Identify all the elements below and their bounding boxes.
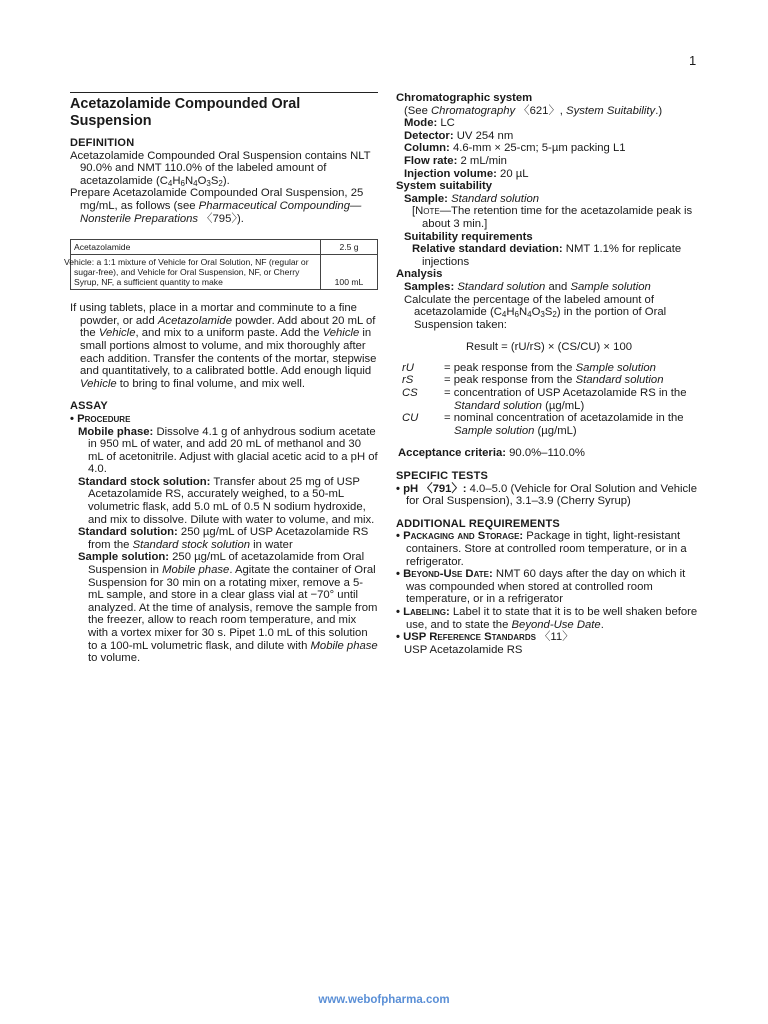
monograph-title: Acetazolamide Compounded Oral Suspension — [70, 92, 378, 130]
composition-table — [64, 239, 378, 290]
column: Column: 4.6-mm × 25-cm; 5-µm packing L1 — [404, 142, 626, 155]
definition-row: CS = concentration of USP Acetazolamide RS in the Standard solution (µg/mL) — [402, 387, 687, 412]
result-formula: Result = (rU/rS) × (CS/CU) × 100 — [465, 341, 633, 354]
definition-row: rU = peak response from the Sample solution — [402, 361, 656, 374]
page-number: 1 — [689, 53, 697, 68]
definition-row: rS = peak response from the Standard solution — [402, 374, 664, 387]
definition-paragraph-1: Acetazolamide Compounded Oral Suspension contains NLT 90.0% and NMT 110.0% of the labeled amount of acetazolamide $(C_4H_6N_4O_3S_2)$. — [70, 149, 371, 188]
ingredient-name: Vehicle: a 1:1 mixture of Vehicle for Oral Solution, NF (regular or sugar-free), and Vehicle for Oral Suspension, NF, or Cherry Syrup, NF, a sufficient quantity to make — [71, 255, 321, 290]
retention-note: [Note—The retention time for the acetazolamide peak is about 3 min.] — [412, 205, 693, 230]
variable-definitions — [402, 362, 702, 438]
analysis-heading: Analysis — [396, 268, 443, 281]
acceptance-criteria: Acceptance criteria: 90.0%–110.0% — [398, 447, 585, 460]
beyond-use-date: • Beyond-Use Date: NMT 60 days after the day on which it was compounded when stored at controlled room temperature, or in a refrigerator — [396, 568, 686, 606]
ingredient-name: Acetazolamide — [71, 240, 321, 255]
suitability-requirements-heading: Suitability requirements — [404, 230, 533, 243]
preparation-paragraph: If using tablets, place in a mortar and comminute to a fine powder, or add Acetazolamide powder. Add about 20 mL of the Vehicle, and mix to a uniform paste. Add the Vehicle in small portions almost to volume, and mix thoroughly after each addition. Transfer the contents of the mortar, stepwise and quantitatively, to a calibrated bottle. Add enough liquid Vehicle to bring to final volume, and mix well. — [70, 302, 377, 390]
labeling: • Labeling: Label it to state that it is to be well shaken before use, and to state the Beyond-Use Date. — [396, 605, 698, 631]
table-row — [71, 240, 378, 255]
suitability-sample: Sample: Standard solution — [404, 192, 540, 205]
mode: Mode: LC — [404, 117, 455, 130]
left-column — [64, 92, 378, 665]
chromatographic-system-heading: Chromatographic system — [396, 92, 533, 104]
calculation-instruction: Calculate the percentage of the labeled amount of acetazolamide $(C_4H_6N_4O_3S_2)$ in the portion of Oral Suspension taken: — [404, 293, 667, 331]
system-suitability-heading: System suitability — [396, 180, 493, 193]
footer-website-link[interactable]: www.webofpharma.com — [318, 994, 450, 1006]
chromatography-reference: (See Chromatography 〈621〉, System Suitability.) — [404, 104, 663, 117]
ingredient-amount: 2.5 g — [321, 240, 378, 255]
right-column — [396, 92, 702, 656]
assay-heading: ASSAY — [70, 400, 108, 413]
molecular-formula: $C_4H_6N_4O_3S_2$ — [493, 306, 557, 320]
packaging-and-storage: • Packaging and Storage: Package in tight, light-resistant containers. Store at controlled room temperature, or in a refrigerator. — [396, 530, 687, 568]
additional-requirements-heading: ADDITIONAL REQUIREMENTS — [396, 517, 560, 530]
specific-tests-heading: SPECIFIC TESTS — [396, 470, 489, 483]
relative-standard-deviation: Relative standard deviation: NMT 1.1% for replicate injections — [412, 243, 682, 268]
definition-paragraph-2: Prepare Acetazolamide Compounded Oral Suspension, 25 mg/mL, as follows (see Pharmaceutical Compounding—Nonsterile Preparations 〈795〉). — [70, 187, 364, 225]
definition-heading: DEFINITION — [70, 137, 135, 149]
definition-row: CU = nominal concentration of acetazolamide in the Sample solution (µg/mL) — [402, 412, 684, 437]
table-row — [71, 255, 378, 290]
flow-rate: Flow rate: 2 mL/min — [404, 154, 507, 167]
usp-reference-standards: • USP Reference Standards 〈11〉 — [396, 631, 574, 644]
ph-test: • pH 〈791〉: 4.0–5.0 (Vehicle for Oral Solution and Vehicle for Oral Suspension), 3.1–3.9 (Cherry Syrup) — [396, 482, 697, 508]
mobile-phase: Mobile phase: Dissolve 4.1 g of anhydrous sodium acetate in 950 mL of water, and add 20 mL of methanol and 30 mL of acetonitrile. Adjust with glacial acetic acid to a pH of 4.0. — [78, 425, 378, 476]
standard-solution: Standard solution: 250 µg/mL of USP Acetazolamide RS from the Standard stock solution in water — [78, 526, 369, 551]
detector: Detector: UV 254 nm — [404, 129, 514, 142]
usp-reference-standard-item: USP Acetazolamide RS — [404, 643, 523, 656]
molecular-formula: $C_4H_6N_4O_3S_2$ — [159, 174, 223, 188]
standard-stock-solution: Standard stock solution: Transfer about 25 mg of USP Acetazolamide RS, accurately weighed, to a 50-mL volumetric flask, add 5.0 mL of 0.5 N sodium hydroxide, and mix to dissolve. Dilute with water to volume, and mix. — [78, 475, 375, 526]
procedure-heading: • Procedure — [70, 412, 131, 425]
analysis-samples: Samples: Standard solution and Sample solution — [404, 280, 651, 293]
sample-solution: Sample solution: 250 µg/mL of acetazolamide from Oral Suspension in Mobile phase. Agitate the container of Oral Suspension for 30 min on a rotating mixer, remove a 5-mL sample, and store in a clear glass vial at −70° until analyzed. At the time of analysis, remove the sample from the freezer, allow to reach room temperature, and mix with a vortex mixer for 30 s. Pipet 1.0 mL of this solution to a 100-mL volumetric flask, and dilute with Mobile phase to volume. — [78, 551, 378, 665]
ingredient-amount: 100 mL — [321, 255, 378, 290]
injection-volume: Injection volume: 20 µL — [404, 167, 529, 180]
